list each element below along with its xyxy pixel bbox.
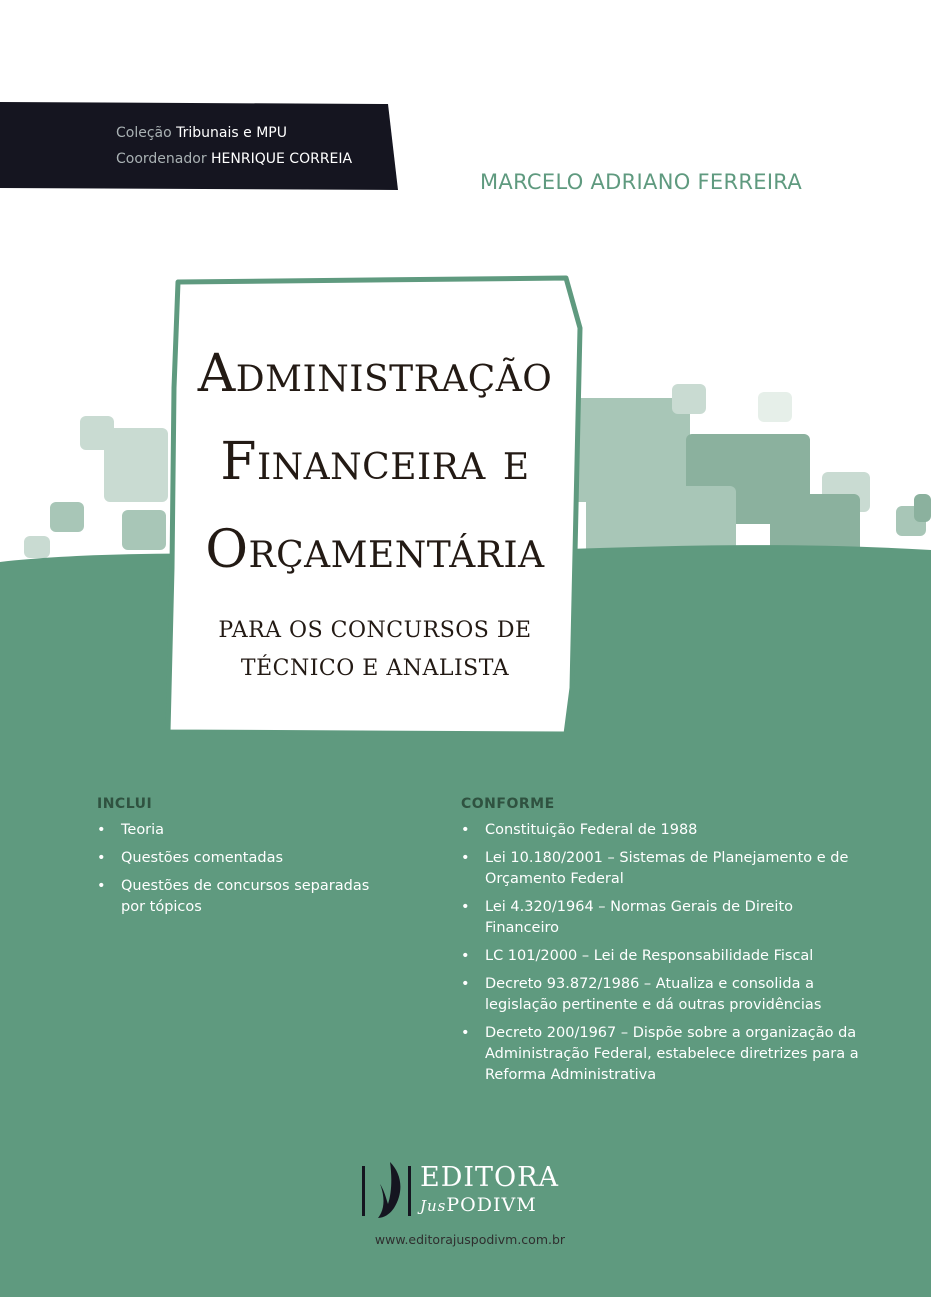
list-item-text: LC 101/2000 – Lei de Responsabilidade Fiscal [485, 948, 814, 964]
title-line: Financeira e [220, 432, 530, 492]
publisher-name-line2 [420, 1194, 537, 1216]
list-item-text: Questões de concursos separadas por tópicos [121, 878, 370, 915]
bullet-icon: • [461, 948, 470, 964]
conforme-section [461, 796, 861, 1093]
feather-icon [360, 1160, 414, 1220]
includes-section [97, 796, 397, 925]
list-item [461, 1023, 861, 1086]
publisher-logo [360, 1160, 580, 1220]
conforme-heading: CONFORME [461, 796, 555, 812]
list-item-text: Decreto 200/1967 – Dispõe sobre a organização da Administração Federal, estabelece diretrizes para a Reforma Administrativa [485, 1025, 859, 1083]
bullet-icon: • [461, 899, 470, 915]
coordinator-line [116, 146, 352, 172]
publisher-name-line1: EDITORA [420, 1162, 559, 1193]
title-line: Administração [197, 344, 553, 404]
bullet-icon: • [461, 822, 470, 838]
list-item [461, 897, 861, 939]
list-item-text: Teoria [121, 822, 165, 838]
coordinator-label: Coordenador [116, 151, 207, 167]
list-item-text: Lei 4.320/1964 – Normas Gerais de Direito Financeiro [485, 899, 794, 936]
bullet-icon: • [97, 878, 106, 894]
list-item-text: Questões comentadas [121, 850, 284, 866]
list-item-text: Decreto 93.872/1986 – Atualiza e consolida a legislação pertinente e dá outras providências [485, 976, 822, 1013]
list-item [461, 848, 861, 890]
bullet-icon: • [97, 850, 106, 866]
list-item [97, 848, 397, 869]
publisher-ius: Jus [420, 1197, 447, 1215]
list-item [97, 876, 391, 918]
conforme-list [461, 820, 861, 1086]
list-item [461, 946, 861, 967]
bullet-icon: • [461, 976, 470, 992]
series-info [116, 120, 352, 172]
list-item [461, 974, 861, 1016]
list-item-text: Constituição Federal de 1988 [485, 822, 698, 838]
title-line: Orçamentária [205, 520, 545, 580]
bullet-icon: • [97, 822, 106, 838]
includes-list [97, 820, 397, 918]
collection-label: Coleção [116, 125, 172, 141]
bullet-icon: • [461, 1025, 470, 1041]
list-item [97, 820, 397, 841]
includes-heading: INCLUI [97, 796, 153, 812]
list-item [461, 820, 861, 841]
coordinator-name: HENRIQUE CORREIA [211, 151, 353, 167]
collection-name: Tribunais e MPU [176, 125, 287, 141]
list-item-text: Lei 10.180/2001 – Sistemas de Planejamento e de Orçamento Federal [485, 850, 849, 887]
book-title [175, 330, 575, 594]
subtitle-line: PARA OS CONCURSOS DE [218, 618, 532, 643]
publisher-url: www.editorajuspodivm.com.br [374, 1232, 566, 1247]
subtitle-line: TÉCNICO E ANALISTA [240, 656, 510, 681]
bullet-icon: • [461, 850, 470, 866]
publisher-podivm: PODIVM [446, 1194, 537, 1216]
author-name: MARCELO ADRIANO FERREIRA [480, 170, 803, 194]
collection-line [116, 120, 352, 146]
book-subtitle [175, 612, 575, 688]
